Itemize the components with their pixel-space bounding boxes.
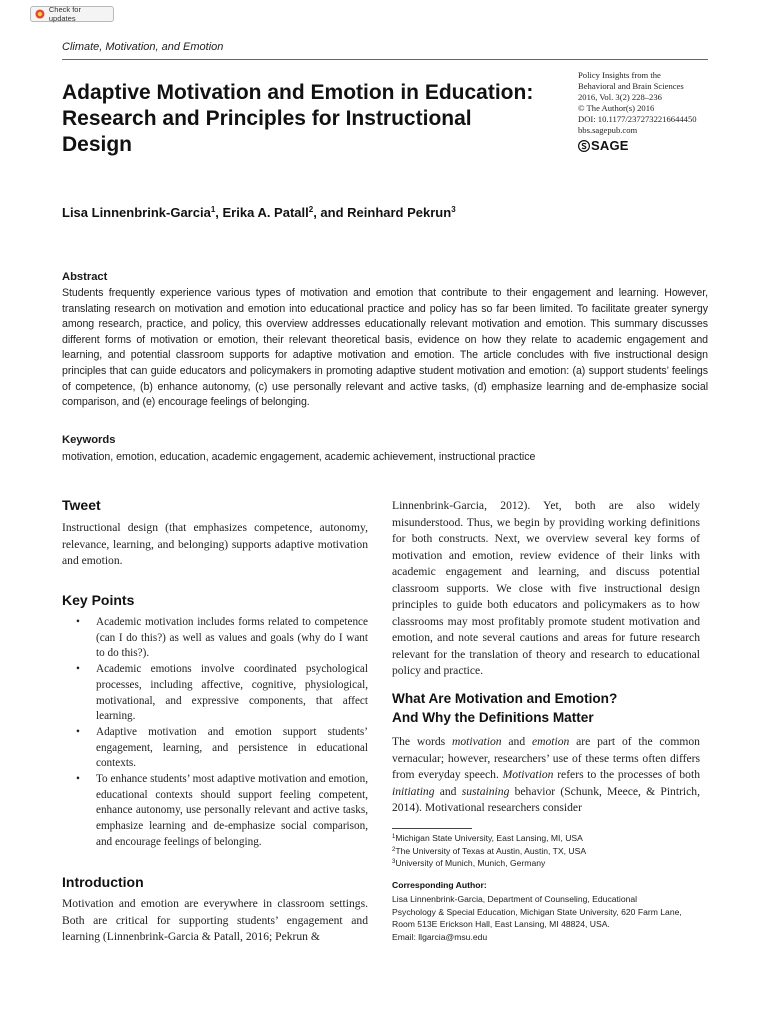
corresponding-line: Lisa Linnenbrink-Garcia, Department of Counseling, Educational <box>392 894 638 904</box>
text-run: are part of the common vernacular; however, researchers’ use of these terms often differs from everyday speech. <box>392 735 700 781</box>
sage-logo-text: SAGE <box>591 138 629 153</box>
affiliation-text: The University of Texas at Austin, Austin, TX, USA <box>395 845 587 856</box>
section-heading-line: What Are Motivation and Emotion? <box>392 691 618 706</box>
tweet-heading: Tweet <box>62 497 101 513</box>
emphasis-term: initiating <box>392 784 435 798</box>
text-run: The words <box>392 735 452 748</box>
corresponding-line: Room 513E Erickson Hall, East Lansing, MI 48824, USA. <box>392 919 610 930</box>
author-separator: , and <box>313 205 348 220</box>
keywords-heading: Keywords <box>62 434 116 446</box>
author-affiliation-mark: 1 <box>210 205 216 214</box>
bullet-mark: • <box>76 616 80 628</box>
check-for-updates-badge[interactable] <box>30 6 114 22</box>
author-affiliation-mark: 2 <box>308 205 314 214</box>
affiliation-line <box>392 857 586 870</box>
corresponding-author-details <box>392 893 704 943</box>
affiliation-text: Michigan State University, East Lansing, MI, USA <box>395 833 583 843</box>
key-point-item <box>62 772 368 851</box>
keywords-text: motivation, emotion, education, academic engagement, academic achievement, instructional practice <box>62 451 536 463</box>
author-separator: , <box>215 205 223 220</box>
sage-logo <box>578 138 629 153</box>
key-point-text: Academic emotions involve coordinated psychological processes, including affective, cognitive, physiological, motivational, and expressive components, that affect learning. <box>96 663 368 723</box>
author-name: Erika A. Patall <box>222 205 309 220</box>
text-run: and <box>501 735 532 748</box>
text-run: behavior (Schunk, Meece, & Pintrich, 2014). Motivational researchers consider <box>392 784 700 814</box>
section-body-text <box>392 734 700 817</box>
corresponding-line: Psychology & Special Education, Michigan State University, 620 Farm Lane, <box>392 906 682 917</box>
affiliation-line <box>392 832 586 845</box>
key-point-text: Academic motivation includes forms related to competence (can I do this?) as well as values and goals (why do I want to do this?). <box>96 616 368 660</box>
check-for-updates-label: Check for updates <box>48 5 81 23</box>
bullet-mark: • <box>76 773 80 786</box>
bullet-mark: • <box>76 725 80 738</box>
emphasis-term: Motivation <box>502 768 554 781</box>
article-title: Adaptive Motivation and Emotion in Education: Research and Principles for Instructional Design <box>62 81 534 156</box>
key-point-item <box>62 662 368 725</box>
affiliation-line <box>392 845 586 858</box>
affiliation-text: University of Munich, Munich, Germany <box>395 858 546 869</box>
section-heading <box>392 690 700 727</box>
corresponding-email[interactable]: Email: llgarcia@msu.edu <box>392 931 488 942</box>
introduction-text: Motivation and emotion are everywhere in classroom settings. Both are critical for supporting students’ engagement and learning (Linnenbrink-Garcia & Patall, 2016; Pekrun & <box>62 897 368 943</box>
emphasis-term: sustaining <box>461 784 510 798</box>
affiliation-mark: 3 <box>392 859 396 866</box>
key-point-item <box>62 725 368 772</box>
key-point-text: To enhance students’ most adaptive motivation and emotion, educational contexts should support feeling competent, enhance autonomy, use personally relevant and active tasks, emphasize learning and de-emphasize social comparison, and encourage feelings of belonging. <box>96 773 368 848</box>
emphasis-term: emotion <box>531 735 570 748</box>
sage-s-icon <box>578 140 590 152</box>
journal-meta <box>578 70 718 135</box>
journal-meta-line: Policy Insights from the <box>578 70 661 80</box>
text-run: refers to the processes of both <box>553 768 700 781</box>
check-for-updates-icon <box>35 9 45 19</box>
bullet-mark: • <box>76 663 80 676</box>
key-point-text: Adaptive motivation and emotion support students’ engagement, learning, and persistence in educational contexts. <box>96 725 368 770</box>
affiliation-mark: 1 <box>392 834 396 840</box>
journal-meta-line: Behavioral and Brain Sciences <box>578 80 684 91</box>
author-name: Reinhard Pekrun <box>347 205 452 220</box>
intro-continued-text: Linnenbrink-Garcia, 2012). Yet, both are also widely misunderstood. Thus, we begin by providing working definitions for both constructs. Next, we overview several key forms of motivation and emotion, review evidence of their links with academic engagement and learning, and discuss potential classroom supports. We close with five instructional design principles to guide both educators and policymakers as to how classrooms may most profitably promote student motivation and emotion, and note several cautions and areas for future research relevant for the translation of theory and research to educational policy and practice. <box>392 499 700 677</box>
journal-meta-line: 2016, Vol. 3(2) 228–236 <box>578 91 662 102</box>
journal-meta-line: © The Author(s) 2016 <box>578 102 655 113</box>
emphasis-term: motivation <box>452 735 502 748</box>
footnote-rule <box>392 828 472 829</box>
introduction-heading: Introduction <box>62 874 144 890</box>
tweet-text: Instructional design (that emphasizes competence, autonomy, relevance, learning, and belonging) supports adaptive motivation and emotion. <box>62 521 368 567</box>
section-heading-line: And Why the Definitions Matter <box>392 709 594 725</box>
journal-section: Climate, Motivation, and Emotion <box>62 41 224 53</box>
abstract-heading: Abstract <box>62 271 108 283</box>
affiliations <box>392 832 586 870</box>
key-point-item <box>62 615 368 662</box>
key-points-list <box>62 615 368 851</box>
affiliation-mark: 2 <box>392 846 396 853</box>
journal-meta-line: bbs.sagepub.com <box>578 124 638 135</box>
corresponding-author-heading: Corresponding Author: <box>392 880 487 890</box>
author-name: Lisa Linnenbrink-Garcia <box>62 205 211 220</box>
header-rule <box>62 59 708 60</box>
key-points-heading: Key Points <box>62 592 135 608</box>
author-affiliation-mark: 3 <box>451 205 456 214</box>
text-run: and <box>434 784 462 798</box>
abstract-text: Students frequently experience various types of motivation and emotion that contribute to their engagement and learning. However, translating research on motivation and emotion into educational practice and policy has so far been limited. To facilitate greater synergy among research, practice, and policy, this overview addresses educationally relevant motivation and emotion. This summary discusses different forms of motivation or emotion, their relevant theoretical basis, evidence on how they relate to academic engagement and learning, and potential classroom supports for adaptive motivation and emotion. The article concludes with five instructional design principles that can guide educators and policymakers in promoting adaptive student motivation and emotion: (a) support students’ feelings of competence, (b) enhance autonomy, (c) use personally relevant and active tasks, (d) emphasize learning and de-emphasize social comparison, and (e) encourage feelings of belonging. <box>62 287 708 409</box>
author-list <box>62 205 456 220</box>
journal-meta-line: DOI: 10.1177/2372732216644450 <box>578 113 697 124</box>
